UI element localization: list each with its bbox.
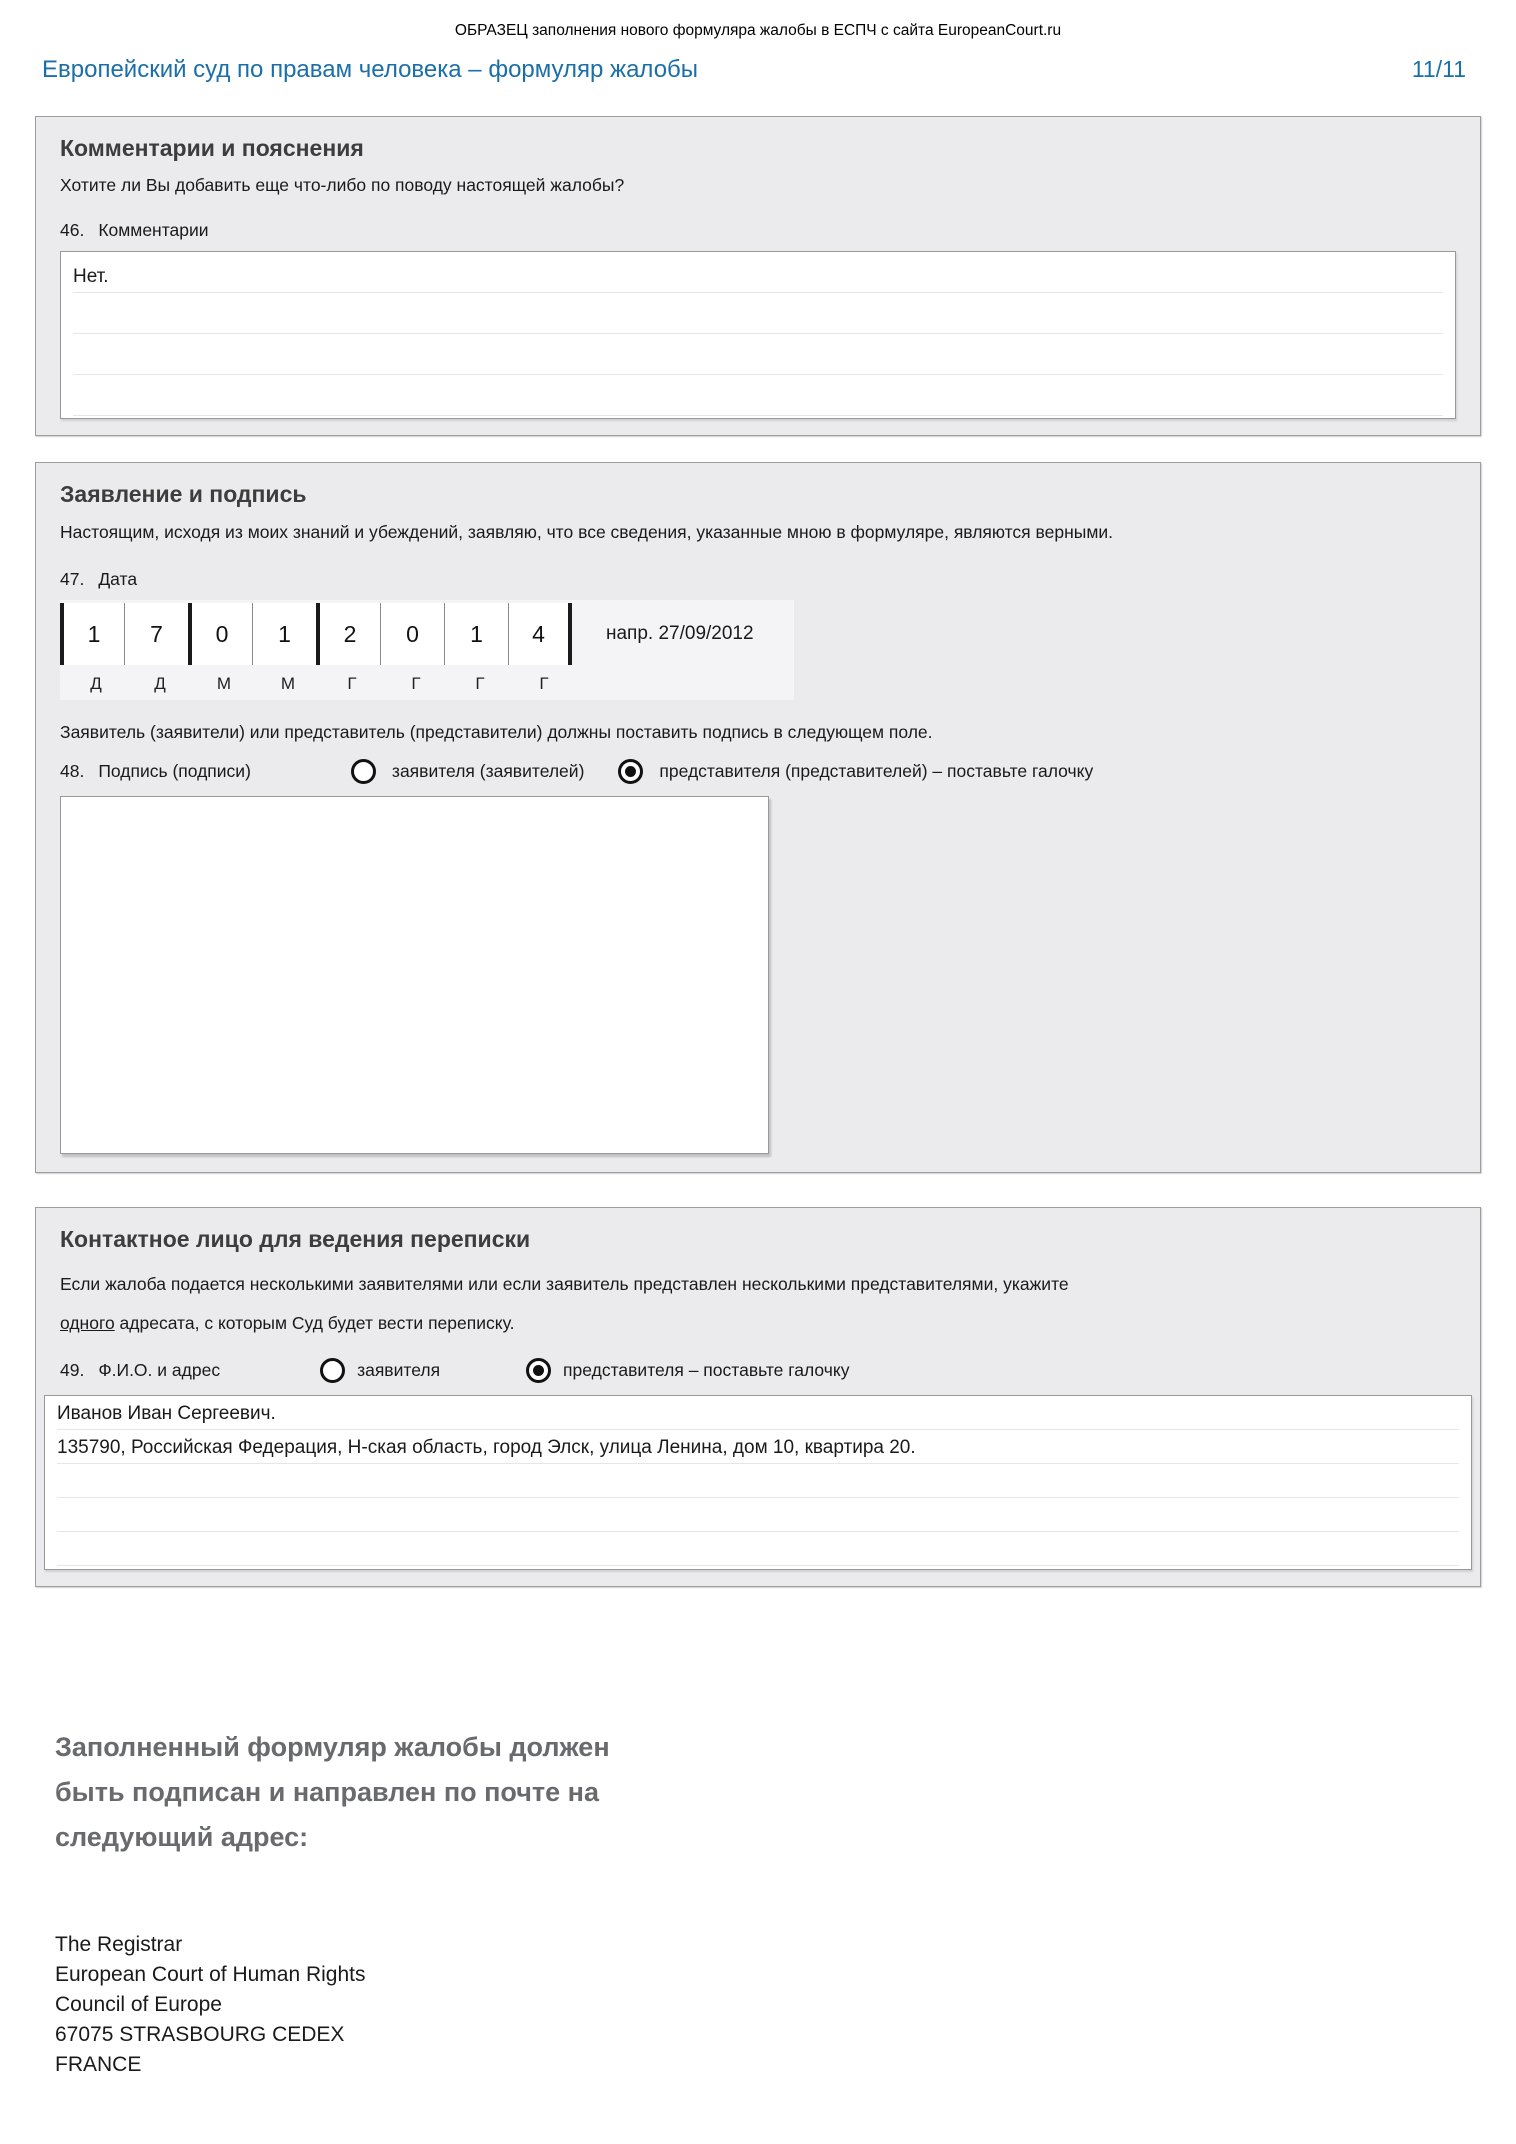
date-digit-cell[interactable]: 0 — [380, 603, 444, 665]
date-digit-cell[interactable]: 0 — [188, 603, 252, 665]
mailing-note-line: Заполненный формуляр жалобы должен — [55, 1731, 610, 1762]
declaration-section — [35, 462, 1481, 1173]
mailing-note-line: быть подписан и направлен по почте на — [55, 1776, 599, 1807]
ruled-line — [57, 1498, 1459, 1532]
address-line: Council of Europe — [55, 1993, 222, 2017]
ruled-line — [57, 1464, 1459, 1498]
contact-name-line — [57, 1396, 1459, 1430]
field-number-48: 48. — [60, 761, 85, 781]
contact-field-row — [60, 1358, 1456, 1383]
contact-name-value: Иванов Иван Сергеевич. — [57, 1402, 276, 1424]
contact-section — [35, 1207, 1481, 1587]
date-format-letters — [60, 674, 754, 694]
contact-field-label: Ф.И.О. и адрес — [98, 1359, 221, 1380]
court-postal-address — [55, 1930, 1516, 2080]
ruled-line — [73, 375, 1443, 416]
date-letter: Г — [411, 674, 421, 693]
declaration-statement: Настоящим, исходя из моих знаний и убеждений, заявляю, что все сведения, указанные мною в формуляре, являются верными. — [60, 522, 1113, 542]
radio-signature-representative[interactable] — [618, 759, 643, 784]
ruled-line — [73, 293, 1443, 334]
contact-instruction-line1: Если жалоба подается несколькими заявителями или если заявитель представлен несколькими представителями, укажите — [60, 1274, 1069, 1294]
field-number-46: 46. — [60, 220, 85, 240]
contact-instruction-line2: адресата, с которым Суд будет вести переписку. — [114, 1313, 515, 1334]
date-digit-cell[interactable]: 1 — [252, 603, 316, 665]
date-letter: Г — [347, 674, 357, 693]
radio-contact-applicant-label: заявителя — [357, 1359, 441, 1380]
signature-field-row — [60, 759, 1456, 784]
radio-contact-representative[interactable] — [526, 1358, 551, 1383]
address-line: 67075 STRASBOURG CEDEX — [55, 2023, 345, 2047]
signature-instruction: Заявитель (заявители) или представитель (представители) должны поставить подпись в следующем поле. — [60, 722, 933, 742]
ruled-line — [57, 1532, 1459, 1566]
signature-field-label: Подпись (подписи) — [98, 761, 251, 781]
date-field-label-row — [60, 569, 1456, 590]
date-boxes — [60, 603, 572, 665]
address-line: European Court of Human Rights — [55, 1963, 366, 1986]
date-letter: Г — [539, 674, 549, 693]
comments-input[interactable] — [60, 251, 1456, 419]
declaration-heading: Заявление и подпись — [60, 481, 307, 507]
mailing-note-line: следующий адрес: — [55, 1821, 309, 1852]
date-format-example: напр. 27/09/2012 — [606, 623, 754, 644]
date-digit-cell[interactable]: 7 — [124, 603, 188, 665]
field-number-47: 47. — [60, 569, 85, 589]
contact-instruction-underlined: одного — [60, 1313, 115, 1334]
date-field-label: Дата — [98, 569, 138, 589]
contact-instruction — [60, 1265, 1456, 1344]
comments-field-label-row — [60, 220, 1456, 241]
comments-value: Нет. — [73, 266, 109, 287]
comments-section — [35, 116, 1481, 436]
address-line: FRANCE — [55, 2053, 142, 2077]
radio-signature-representative-label: представителя (представителей) – поставьте галочку — [659, 761, 1094, 781]
radio-contact-applicant[interactable] — [320, 1358, 345, 1383]
contact-address-value: 135790, Российская Федерация, Н-ская область, город Элск, улица Ленина, дом 10, квартира 20. — [57, 1436, 916, 1458]
mailing-note — [55, 1725, 1516, 1860]
comments-question: Хотите ли Вы добавить еще что-либо по поводу настоящей жалобы? — [60, 175, 625, 195]
comments-heading: Комментарии и пояснения — [60, 135, 364, 161]
page-header — [42, 56, 1466, 84]
ruled-line — [73, 334, 1443, 375]
page-number: 11/11 — [1411, 56, 1466, 82]
signature-input-box[interactable] — [60, 796, 769, 1154]
date-entry-area — [60, 600, 794, 700]
radio-signature-applicant[interactable] — [351, 759, 376, 784]
comments-value-line — [73, 252, 1443, 293]
contact-address-line — [57, 1430, 1459, 1464]
sample-watermark-note: ОБРАЗЕЦ заполнения нового формуляра жалобы в ЕСПЧ с сайта EuropeanCourt.ru — [454, 22, 1062, 39]
radio-contact-representative-label: представителя – поставьте галочку — [563, 1359, 850, 1380]
date-letter: Д — [154, 674, 166, 693]
comments-field-label: Комментарии — [98, 220, 209, 240]
date-digit-cell[interactable]: 1 — [60, 603, 124, 665]
contact-heading: Контактное лицо для ведения переписки — [60, 1226, 531, 1252]
date-letter: М — [280, 674, 296, 693]
date-letter: Г — [475, 674, 485, 693]
date-digit-cell[interactable]: 2 — [316, 603, 380, 665]
date-letter: Д — [90, 674, 102, 693]
contact-address-input[interactable] — [44, 1395, 1472, 1570]
date-digit-cell[interactable]: 4 — [508, 603, 572, 665]
date-letter: М — [216, 674, 232, 693]
address-line: The Registrar — [55, 1932, 183, 1956]
form-title: Европейский суд по правам человека – формуляр жалобы — [42, 56, 699, 83]
radio-signature-applicant-label: заявителя (заявителей) — [391, 761, 585, 781]
date-digit-cell[interactable]: 1 — [444, 603, 508, 665]
field-number-49: 49. — [60, 1359, 85, 1380]
